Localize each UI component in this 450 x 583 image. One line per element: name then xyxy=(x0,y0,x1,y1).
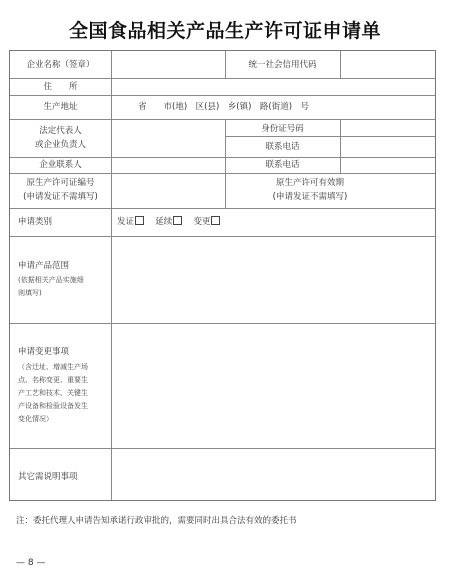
orig-validity-note: (申请发证不需填写) xyxy=(272,192,348,202)
option-issue[interactable]: 发证 xyxy=(117,217,144,227)
change-note-5: 变化情况） xyxy=(18,415,53,423)
product-scope-note-1: (依据相关产品实施细 xyxy=(18,276,84,284)
domicile-label: 住 所 xyxy=(43,82,78,92)
product-scope-note-2: 则填写) xyxy=(18,289,42,297)
legal-rep-label-2: 或企业负责人 xyxy=(34,140,86,150)
phone-label: 联系电话 xyxy=(265,142,300,152)
row-divider xyxy=(10,208,435,209)
id-number-label: 身份证号码 xyxy=(261,124,304,134)
address-template: 省 市(地) 区(县) 乡(镇) 路(街道) 号 xyxy=(138,102,310,112)
row-divider xyxy=(10,323,435,324)
col-divider xyxy=(111,51,112,500)
change-note-4: 产设备和检验设备发生 xyxy=(18,402,88,410)
company-contact-label: 企业联系人 xyxy=(39,160,82,170)
change-note-2: 点、名称变更、重要生 xyxy=(18,376,88,384)
orig-license-no-note: (申请发证不需填写) xyxy=(23,192,98,202)
row-divider xyxy=(10,236,435,237)
option-renew[interactable]: 延续 xyxy=(155,217,182,227)
checkbox-change[interactable] xyxy=(211,216,220,225)
checkbox-renew[interactable] xyxy=(173,216,182,225)
credit-code-label: 统一社会信用代码 xyxy=(248,60,317,70)
page-number: — 8 — xyxy=(16,558,46,568)
footnote: 注：委托代理人申请告知承诺行政审批的，需要同时出具合法有效的委托书 xyxy=(16,516,297,526)
application-form-table xyxy=(9,50,436,501)
row-divider xyxy=(10,78,435,79)
company-name-label: 企业名称（签章） xyxy=(26,60,95,70)
orig-license-no-label: 原生产许可证编号 xyxy=(26,178,95,188)
apply-type-options xyxy=(117,216,220,228)
other-notes-label: 其它需说明事项 xyxy=(18,472,78,482)
row-divider xyxy=(10,173,435,174)
row-divider xyxy=(10,157,435,158)
apply-type-label: 申请类别 xyxy=(18,217,53,227)
checkbox-issue[interactable] xyxy=(135,216,144,225)
col-divider xyxy=(340,119,341,173)
change-note-3: 产工艺和技术、关键生 xyxy=(18,389,88,397)
change-note-1: （含迁址、增减生产场 xyxy=(18,363,88,371)
product-scope-label: 申请产品范围 xyxy=(18,261,70,271)
form-title: 全国食品相关产品生产许可证申请单 xyxy=(68,20,381,42)
row-divider xyxy=(225,136,435,137)
col-divider xyxy=(340,51,341,78)
row-divider xyxy=(10,95,435,96)
orig-validity-label: 原生产许可有效期 xyxy=(275,178,344,188)
row-divider xyxy=(10,119,435,120)
production-address-label: 生产地址 xyxy=(43,102,78,112)
change-items-label: 申请变更事项 xyxy=(18,347,70,357)
legal-rep-label: 法定代表人 xyxy=(39,126,82,136)
option-change[interactable]: 变更 xyxy=(193,217,220,227)
contact-phone-label: 联系电话 xyxy=(265,160,300,170)
row-divider xyxy=(10,448,435,449)
